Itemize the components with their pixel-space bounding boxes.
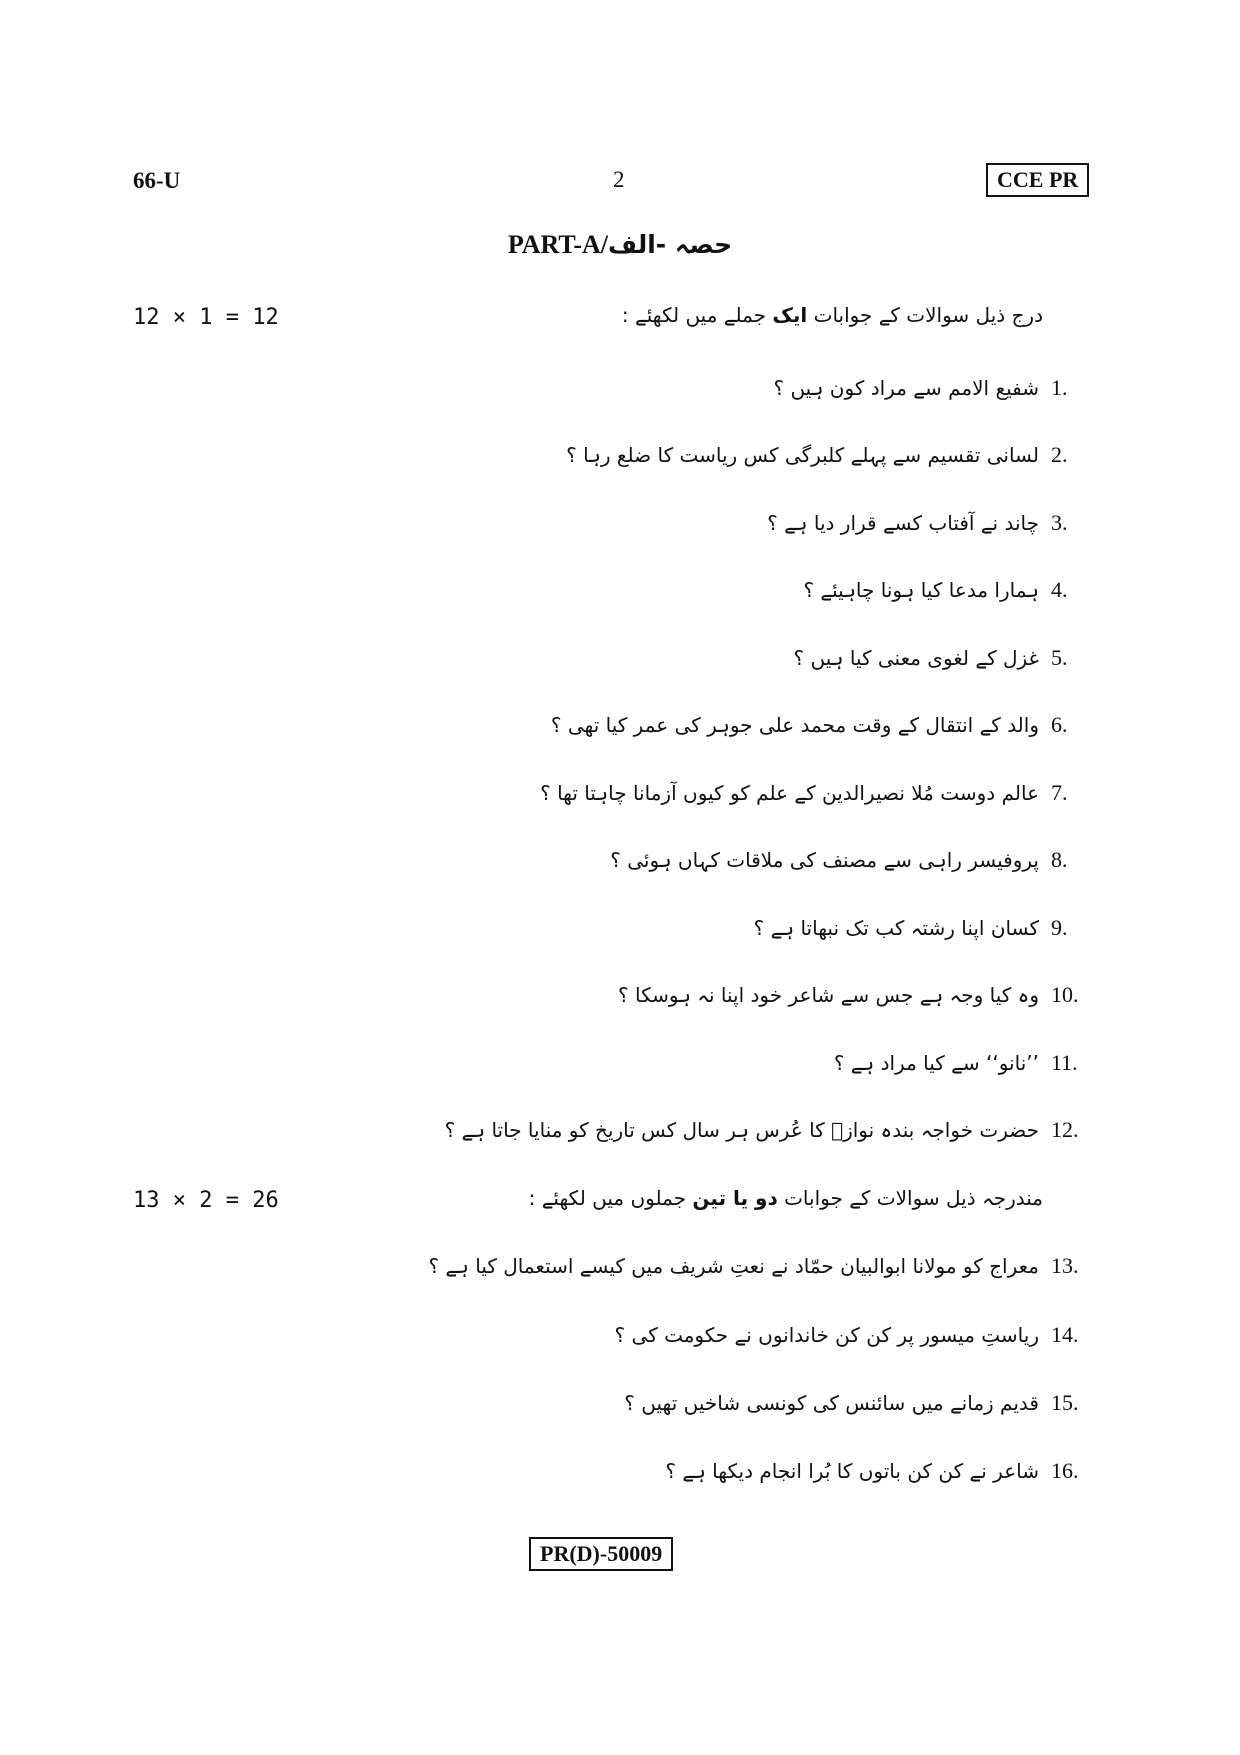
question-text: کسان اپنا رشتہ کب تک نبھاتا ہے ؟ [753, 916, 1039, 940]
question-11 [834, 1050, 1107, 1076]
question-text: وہ کیا وجہ ہے جس سے شاعر خود اپنا نہ ہوسکا ؟ [618, 983, 1039, 1007]
section1-instruction-pre: درج ذیل سوالات کے جوابات [813, 303, 1043, 327]
question-number: 15. [1051, 1390, 1079, 1415]
question-text: پروفیسر راہی سے مصنف کی ملاقات کہاں ہوئی ؟ [610, 848, 1039, 872]
question-15 [624, 1390, 1107, 1416]
section2-instruction-bold: دو یا تین [692, 1186, 778, 1210]
question-number: 11. [1051, 1050, 1078, 1075]
question-14 [615, 1322, 1107, 1348]
section2-instruction-post: جملوں میں لکھئے : [528, 1186, 687, 1210]
part-title-urdu: حصہ -الف [608, 230, 733, 259]
question-text: شاعر نے کن کن باتوں کا بُرا انجام دیکھا ہے ؟ [665, 1459, 1039, 1483]
question-number: 1. [1051, 375, 1068, 400]
part-title-english: PART-A/ [507, 230, 609, 259]
question-13 [428, 1253, 1107, 1279]
footer-code-box [529, 1537, 673, 1571]
question-number: 2. [1051, 442, 1068, 467]
question-text: ’’نانو‘‘ سے کیا مراد ہے ؟ [833, 1051, 1039, 1075]
question-5 [794, 645, 1107, 671]
question-7 [540, 780, 1107, 806]
question-10 [618, 982, 1107, 1008]
question-number: 14. [1051, 1322, 1079, 1347]
question-12 [445, 1117, 1107, 1143]
question-text: قدیم زمانے میں سائنس کی کونسی شاخیں تھیں ؟ [624, 1391, 1039, 1415]
question-number: 12. [1051, 1117, 1079, 1142]
section1-instruction-post: جملے میں لکھئے : [621, 303, 767, 327]
question-number: 4. [1051, 577, 1068, 602]
question-number: 16. [1051, 1458, 1079, 1483]
paper-code: 66-U [133, 168, 181, 193]
question-text: والد کے انتقال کے وقت محمد علی جوہر کی عمر کیا تھی ؟ [550, 713, 1039, 737]
question-number: 7. [1051, 780, 1068, 805]
question-1 [773, 375, 1107, 401]
question-text: غزل کے لغوی معنی کیا ہیں ؟ [793, 646, 1039, 670]
question-number: 5. [1051, 645, 1068, 670]
question-number: 6. [1051, 712, 1068, 737]
question-8 [610, 847, 1107, 873]
section1-instruction [622, 303, 1043, 327]
question-number: 10. [1051, 982, 1079, 1007]
exam-code-box [986, 163, 1089, 197]
question-text: عالم دوست مُلا نصیرالدین کے علم کو کیوں آزمانا چاہتا تھا ؟ [540, 781, 1039, 805]
section2-instruction [529, 1186, 1043, 1210]
section2-marks: 13 × 2 = 26 [133, 1188, 279, 1213]
exam-code: CCE PR [997, 167, 1079, 192]
question-3 [767, 510, 1107, 536]
question-16 [665, 1458, 1107, 1484]
section1-instruction-bold: ایک [772, 303, 808, 327]
question-number: 13. [1051, 1253, 1079, 1278]
question-number: 9. [1051, 915, 1068, 940]
part-title [0, 230, 1240, 260]
question-4 [803, 577, 1107, 603]
page-number: 2 [613, 167, 625, 192]
section1-marks: 12 × 1 = 12 [133, 305, 279, 330]
question-9 [754, 915, 1107, 941]
question-number: 8. [1051, 847, 1068, 872]
question-text: معراج کو مولانا ابوالبیان حمّاد نے نعتِ شریف میں کیسے استعمال کیا ہے ؟ [428, 1254, 1039, 1278]
question-text: ریاستِ میسور پر کن کن خاندانوں نے حکومت کی ؟ [614, 1323, 1039, 1347]
question-text: حضرت خواجہ بندہ نوازؒ کا عُرس ہر سال کس تاریخ کو منایا جاتا ہے ؟ [444, 1118, 1039, 1142]
question-2 [566, 442, 1107, 468]
footer-code: PR(D)-50009 [540, 1541, 663, 1566]
question-text: شفیع الامم سے مراد کون ہیں ؟ [773, 376, 1039, 400]
question-number: 3. [1051, 510, 1068, 535]
question-text: لسانی تقسیم سے پہلے کلبرگی کس ریاست کا ضلع رہا ؟ [566, 443, 1039, 467]
question-text: چاند نے آفتاب کسے قرار دیا ہے ؟ [767, 511, 1039, 535]
question-text: ہمارا مدعا کیا ہونا چاہیئے ؟ [803, 578, 1039, 602]
section2-instruction-pre: مندرجہ ذیل سوالات کے جوابات [784, 1186, 1043, 1210]
question-6 [551, 712, 1107, 738]
